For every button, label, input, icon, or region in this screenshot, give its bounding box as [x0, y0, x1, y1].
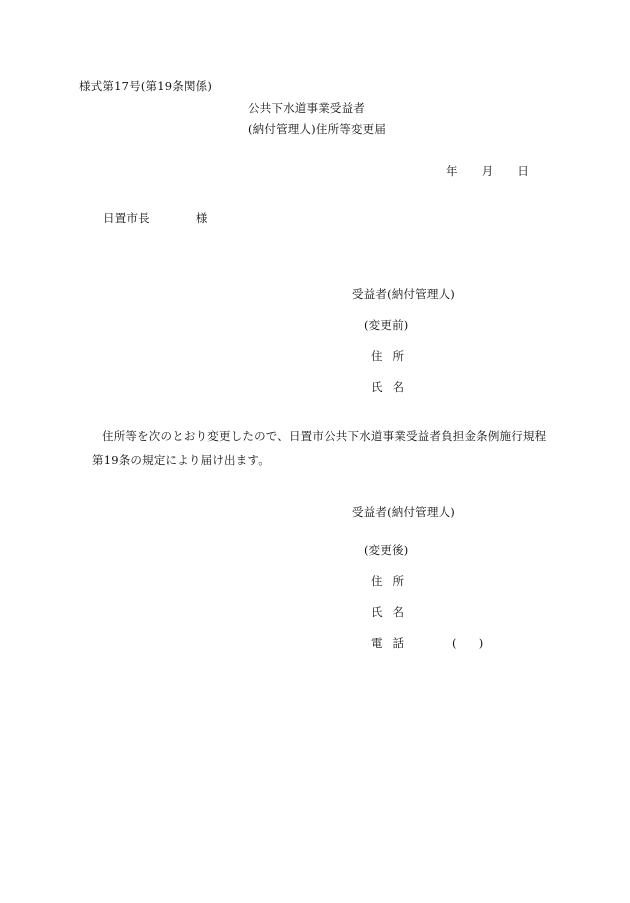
addressee-name: 日置市長	[103, 211, 150, 225]
addressee	[103, 213, 208, 225]
phone-area-code-parens	[452, 638, 483, 650]
after-phone-row	[371, 638, 483, 650]
after-address-label: 住所	[371, 574, 414, 588]
year-label: 年	[446, 164, 458, 178]
before-change-label: (変更前)	[364, 318, 409, 332]
phone-paren-close: )	[478, 636, 484, 650]
after-phone-label: 電話	[371, 636, 414, 650]
body-text-line1: 住所等を次のとおり変更したので、日置市公共下水道事業受益者負担金条例施行規程	[102, 429, 547, 443]
beneficiary-label-after: 受益者(納付管理人)	[352, 505, 455, 519]
phone-paren-open: (	[452, 636, 457, 650]
addressee-honorific: 様	[195, 211, 208, 225]
day-label: 日	[517, 164, 530, 178]
month-label: 月	[481, 164, 494, 178]
before-name-label: 氏名	[371, 380, 414, 394]
form-number: 様式第17号(第19条関係)	[79, 79, 213, 93]
before-address-label: 住所	[371, 349, 414, 363]
body-text-line2: 第19条の規定により届け出ます。	[92, 453, 270, 467]
date-row	[446, 166, 529, 178]
beneficiary-label-before: 受益者(納付管理人)	[352, 287, 455, 301]
after-change-label: (変更後)	[364, 543, 409, 557]
document-title-line1: 公共下水道事業受益者	[248, 101, 365, 115]
after-name-label: 氏名	[371, 605, 414, 619]
document-title-line2: (納付管理人)住所等変更届	[248, 122, 387, 136]
